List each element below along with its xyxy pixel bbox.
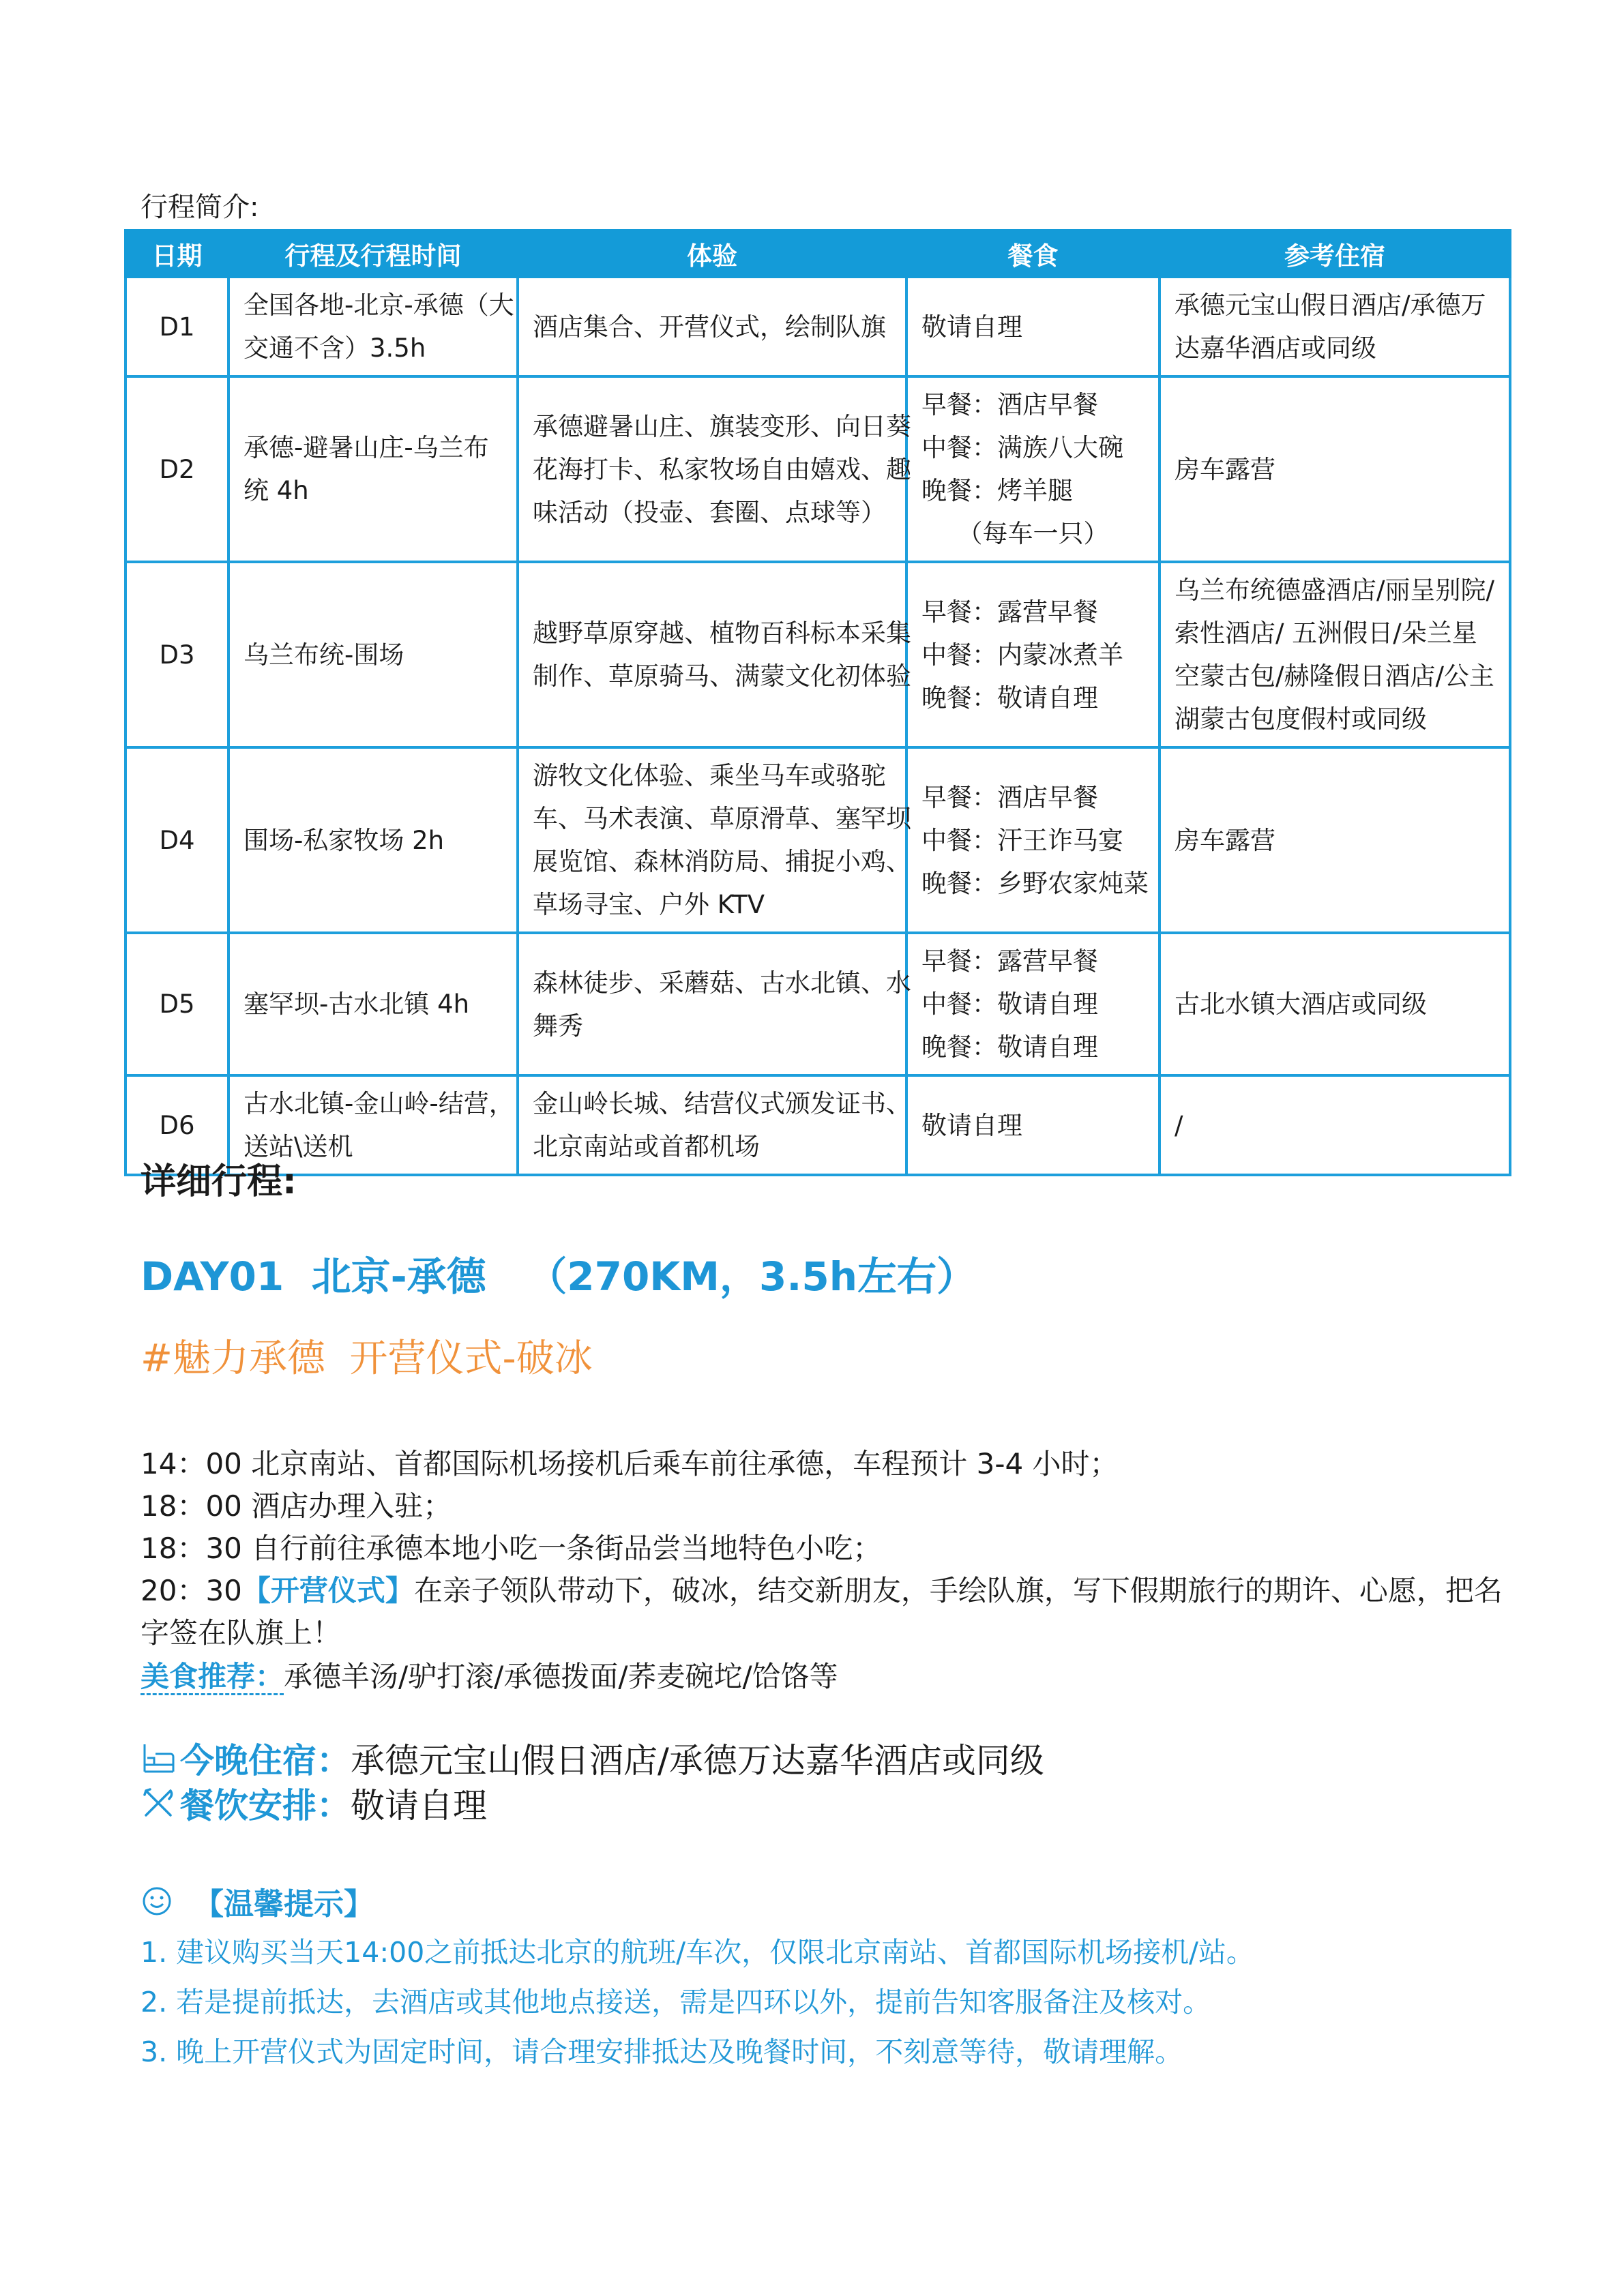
cell-hotel — [1160, 277, 1510, 376]
col-header-date: 日期 — [126, 230, 228, 277]
cell-line: 乌兰布统-围场 — [243, 640, 404, 670]
schedule-item — [141, 1442, 1119, 1482]
cell-meals — [906, 1075, 1160, 1175]
cell-line: 房车露营 — [1175, 454, 1275, 484]
dining-text: 敬请自理 — [351, 1786, 487, 1825]
schedule-text: 在亲子领队带动下，破冰，结交新朋友，手绘队旗，写下假期旅行的期许、心愿，把名 — [413, 1574, 1503, 1607]
cell-day: D2 — [126, 376, 228, 562]
cell-line: 敬请自理 — [921, 1110, 1022, 1140]
food-recommendation-text: 承德羊汤/驴打滚/承德拨面/荞麦碗坨/饸饹等 — [284, 1660, 838, 1693]
cell-day: D1 — [126, 277, 228, 376]
cell-line: 晚餐：敬请自理 — [921, 683, 1098, 713]
table-row — [126, 747, 1510, 933]
smile-icon — [141, 1885, 173, 1918]
cell-experience — [518, 562, 911, 747]
cell-line: 乌兰布统德盛酒店/丽呈别院/ — [1175, 576, 1494, 605]
cell-line: 展览馆、森林消防局、捕捉小鸡、 — [533, 847, 911, 876]
cell-route — [228, 277, 518, 376]
cell-line: 统 4h — [243, 476, 309, 505]
cell-line: 早餐：露营早餐 — [921, 597, 1098, 627]
cell-line: 制作、草原骑马、满蒙文化初体验 — [533, 661, 911, 691]
cell-experience — [518, 1075, 911, 1175]
cell-day: D3 — [126, 562, 228, 747]
cell-line: 森林徒步、采蘑菇、古水北镇、水 — [533, 968, 911, 998]
cell-line: 中餐：汗王诈马宴 — [921, 825, 1123, 855]
cell-meals — [906, 747, 1160, 933]
schedule-item — [141, 1526, 881, 1567]
col-header-route: 行程及行程时间 — [228, 230, 518, 277]
day-title: DAY01 北京-承德 （270KM，3.5h左右） — [141, 1253, 976, 1300]
schedule-highlight: 【开营仪式】 — [241, 1574, 414, 1607]
schedule-text: 北京南站、首都国际机场接机后乘车前往承德，车程预计 3-4 小时； — [241, 1447, 1119, 1480]
cell-line: 车、马术表演、草原滑草、塞罕坝 — [533, 804, 911, 833]
schedule-time: 20：30 — [141, 1574, 242, 1607]
cell-experience — [518, 376, 911, 562]
tips-title: 【温馨提示】 — [194, 1887, 374, 1922]
table-row — [126, 277, 1510, 376]
tip-item: 1. 建议购买当天14:00之前抵达北京的航班/车次，仅限北京南站、首都国际机场接机/站。 — [141, 1936, 1254, 1969]
cell-line: 空蒙古包/赫隆假日酒店/公主 — [1175, 661, 1494, 691]
cell-route — [228, 376, 518, 562]
cell-line: 晚餐：敬请自理 — [921, 1032, 1098, 1062]
cell-line: 金山岭长城、结营仪式颁发证书、 — [533, 1089, 911, 1118]
schedule-text: 自行前往承德本地小吃一条街品尝当地特色小吃； — [241, 1532, 882, 1565]
bed-icon — [141, 1740, 176, 1776]
tip-item: 2. 若是提前抵达，去酒店或其他地点接送，需是四环以外，提前告知客服备注及核对。 — [141, 1986, 1211, 2018]
cell-line: 花海打卡、私家牧场自由嬉戏、趣 — [533, 454, 911, 484]
cell-line: 湖蒙古包度假村或同级 — [1175, 704, 1427, 734]
col-header-hotel: 参考住宿 — [1160, 230, 1510, 277]
cell-line: 承德避暑山庄、旗装变形、向日葵 — [533, 411, 911, 441]
cell-line: 达嘉华酒店或同级 — [1175, 333, 1376, 363]
cell-line: 越野草原穿越、植物百科标本采集 — [533, 618, 911, 648]
table-row — [126, 933, 1510, 1075]
cell-line: 酒店集合、开营仪式，绘制队旗 — [533, 312, 886, 342]
cell-line: 中餐：内蒙冰煮羊 — [921, 640, 1123, 670]
lodging-row — [141, 1733, 1044, 1783]
dining-label: 餐饮安排： — [180, 1786, 351, 1825]
cell-line: 游牧文化体验、乘坐马车或骆驼 — [533, 761, 886, 790]
cell-line: 索性酒店/ 五洲假日/朵兰星 — [1175, 618, 1477, 648]
cell-day: D4 — [126, 747, 228, 933]
schedule-item — [141, 1484, 452, 1525]
cell-line: 草场寻宝、户外 KTV — [533, 890, 765, 919]
cell-meals — [906, 933, 1160, 1075]
cell-experience — [518, 933, 911, 1075]
cell-meals — [906, 277, 1160, 376]
cell-line: 晚餐：乡野农家炖菜 — [921, 868, 1149, 898]
day-subtitle: #魅力承德 开营仪式-破冰 — [141, 1337, 593, 1381]
table-header-row — [126, 230, 1510, 277]
cell-hotel — [1160, 376, 1510, 562]
cell-route — [228, 933, 518, 1075]
table-row — [126, 1075, 1510, 1175]
cell-line: 北京南站或首都机场 — [533, 1132, 760, 1161]
schedule-item — [141, 1568, 1503, 1609]
table-row — [126, 562, 1510, 747]
schedule-text: 酒店办理入驻； — [241, 1489, 452, 1523]
food-recommendation — [141, 1654, 838, 1695]
cell-line: 古北水镇大酒店或同级 — [1175, 989, 1427, 1019]
schedule-continuation: 字签在队旗上！ — [141, 1616, 342, 1650]
cell-line: 早餐：酒店早餐 — [921, 390, 1098, 419]
lodging-label: 今晚住宿： — [180, 1741, 351, 1780]
cell-experience — [518, 747, 911, 933]
cell-line: 晚餐：烤羊腿 — [921, 476, 1073, 505]
col-header-experience: 体验 — [518, 230, 906, 277]
tips-title-row — [141, 1879, 374, 1923]
col-header-meals: 餐食 — [906, 230, 1160, 277]
cell-line: / — [1175, 1110, 1183, 1140]
cell-line: 交通不含）3.5h — [243, 333, 426, 363]
food-recommendation-label: 美食推荐： — [141, 1660, 284, 1695]
schedule-time: 18：30 — [141, 1532, 242, 1565]
schedule-time: 18：00 — [141, 1489, 242, 1523]
intro-label: 行程简介: — [141, 192, 259, 223]
cell-line: 承德元宝山假日酒店/承德万 — [1175, 290, 1486, 320]
cell-line: 全国各地-北京-承德（大 — [243, 290, 514, 320]
tip-item: 3. 晚上开营仪式为固定时间，请合理安排抵达及晚餐时间，不刻意等待，敬请理解。 — [141, 2036, 1183, 2068]
cell-line: 早餐：露营早餐 — [921, 946, 1098, 976]
cell-experience — [518, 277, 906, 376]
cell-line: 早餐：酒店早餐 — [921, 782, 1098, 812]
cell-hotel — [1160, 1075, 1510, 1175]
detail-heading: 详细行程: — [141, 1161, 297, 1202]
cell-line: 中餐：满族八大碗 — [921, 433, 1123, 462]
cell-day: D6 — [126, 1075, 228, 1175]
cell-line: 味活动（投壶、套圈、点球等） — [533, 497, 886, 527]
cell-line: 房车露营 — [1175, 825, 1275, 855]
itinerary-table — [124, 229, 1511, 1176]
cell-line: 舞秀 — [533, 1011, 583, 1041]
lodging-text: 承德元宝山假日酒店/承德万达嘉华酒店或同级 — [351, 1741, 1044, 1780]
cell-line: 送站\送机 — [243, 1132, 353, 1161]
cell-line: 敬请自理 — [921, 312, 1022, 342]
cell-meals — [906, 562, 1160, 747]
cell-hotel — [1160, 933, 1510, 1075]
cell-route — [228, 747, 518, 933]
cell-hotel — [1160, 562, 1510, 747]
cell-line: 古水北镇-金山岭-结营， — [243, 1089, 514, 1118]
cell-hotel — [1160, 747, 1510, 933]
schedule-time: 14：00 — [141, 1447, 242, 1480]
cell-line: 塞罕坝-古水北镇 4h — [243, 989, 470, 1019]
cell-line: 中餐：敬请自理 — [921, 989, 1098, 1019]
cell-day: D5 — [126, 933, 228, 1075]
cell-line: （每车一只） — [957, 519, 1109, 548]
cell-line: 承德-避暑山庄-乌兰布 — [243, 433, 489, 462]
cell-route — [228, 562, 518, 747]
cell-line: 围场-私家牧场 2h — [243, 825, 445, 855]
table-row — [126, 376, 1510, 562]
utensils-icon — [141, 1785, 176, 1821]
dining-row — [141, 1778, 487, 1828]
cell-meals — [906, 376, 1160, 562]
